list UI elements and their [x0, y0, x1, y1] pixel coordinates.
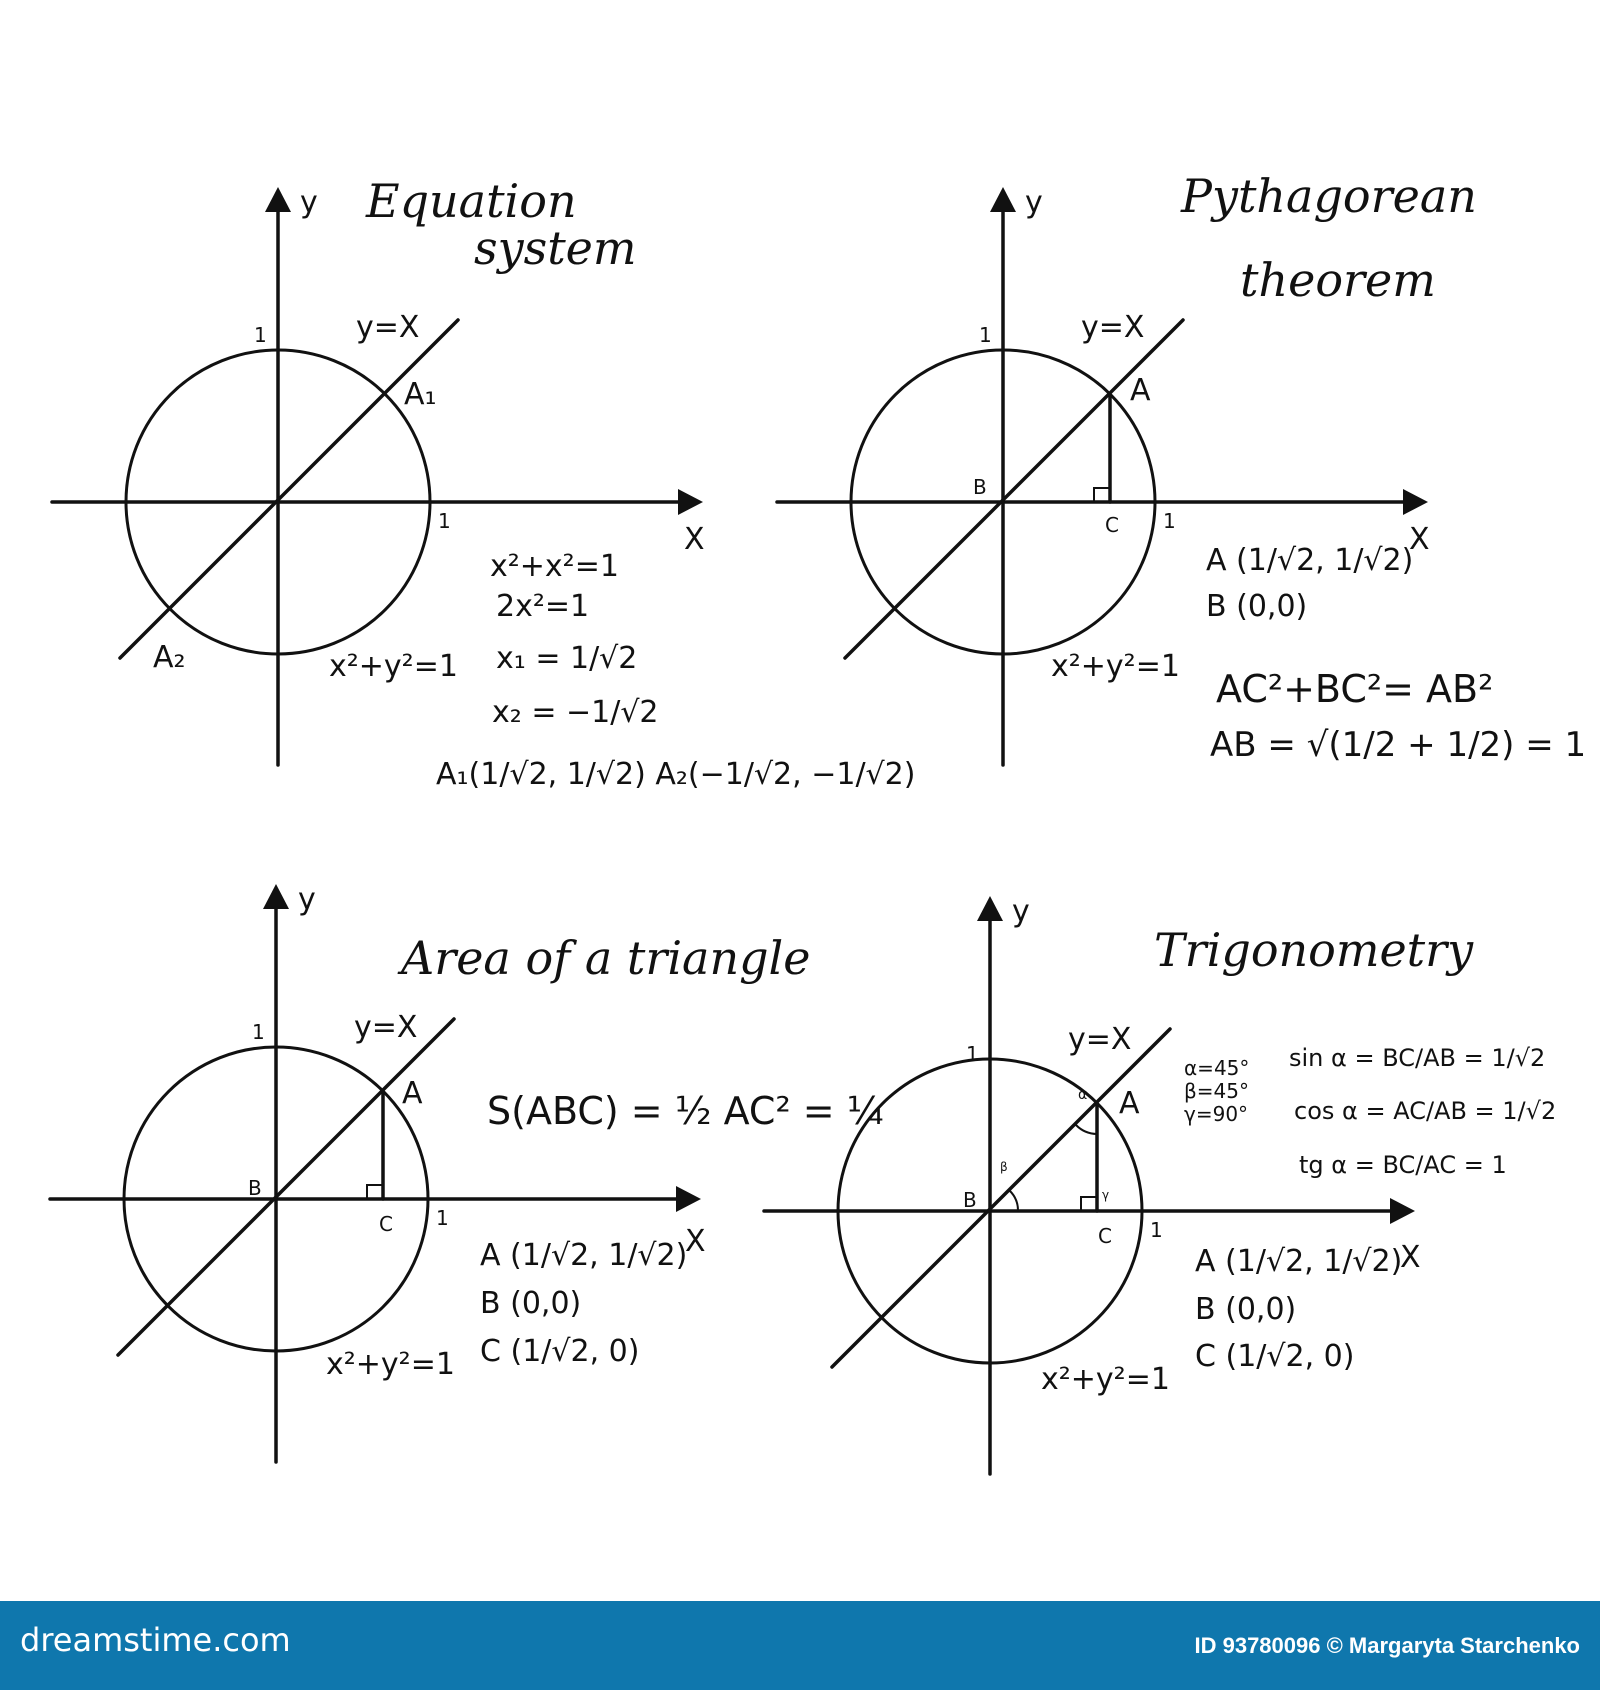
circle-equation: x²+y²=1 [1051, 649, 1180, 684]
angle-mark: γ [1102, 1188, 1110, 1202]
y-axis-label: y [300, 185, 318, 220]
formula: B (0,0) [1206, 589, 1308, 624]
tick-label: 1 [979, 323, 992, 347]
x-axis-label: X [685, 1224, 706, 1259]
line-label: y=X [354, 1010, 418, 1045]
brand-logo[interactable]: dreamstime.com [20, 1621, 291, 1659]
tick-label: 1 [436, 1206, 449, 1230]
formula: tg α = BC/AC = 1 [1299, 1151, 1507, 1179]
line-y-equals-x [845, 320, 1183, 658]
line-y-equals-x [832, 1029, 1170, 1367]
angle-mark: α [1078, 1087, 1088, 1103]
line-y-equals-x [120, 320, 458, 658]
formula: AB = √(1/2 + 1/2) = 1 [1210, 725, 1587, 765]
formula: 2x²=1 [496, 589, 590, 624]
right-angle-mark [1094, 488, 1110, 502]
panel-area-of-triangle [50, 882, 884, 1462]
x-axis-label: X [1400, 1240, 1421, 1275]
point-label: A [402, 1076, 423, 1111]
tick-label: 1 [438, 509, 451, 533]
panel-pythagorean-theorem [777, 169, 1586, 765]
formula: x₂ = −1/√2 [492, 695, 659, 730]
angle-value: β=45° [1184, 1079, 1249, 1103]
panel-equation-system [52, 174, 915, 792]
formula: C (1/√2, 0) [480, 1334, 640, 1369]
formula: AC²+BC²= AB² [1216, 667, 1494, 711]
y-axis-label: y [1025, 185, 1043, 220]
y-axis-label: y [1012, 894, 1030, 929]
tick-label: 1 [252, 1020, 265, 1044]
point-label: C [1105, 513, 1119, 537]
point-label: C [379, 1212, 393, 1236]
point-label: B [963, 1188, 977, 1212]
image-credit: ID 93780096 © Margaryta Starchenko [1194, 1633, 1580, 1658]
panel-trigonometry [764, 894, 1556, 1474]
tick-label: 1 [1163, 509, 1176, 533]
formula: B (0,0) [1195, 1292, 1297, 1327]
point-label: B [248, 1176, 262, 1200]
point-label: C [1098, 1224, 1112, 1248]
formula: A (1/√2, 1/√2) [1195, 1244, 1403, 1279]
angle-value: γ=90° [1184, 1102, 1249, 1126]
x-axis-label: X [684, 522, 705, 557]
y-axis-label: y [298, 882, 316, 917]
circle-equation: x²+y²=1 [1041, 1362, 1170, 1397]
point-label: A₁ [404, 377, 437, 412]
title: Pythagorean [1181, 169, 1477, 223]
line-label: y=X [356, 310, 420, 345]
title: theorem [1240, 253, 1436, 307]
angle-arc-alpha [1076, 1125, 1097, 1134]
formula: S(ABC) = ½ AC² = ¼ [487, 1089, 884, 1133]
y-axis-arrow [265, 187, 291, 212]
line-label: y=X [1081, 310, 1145, 345]
line-label: y=X [1068, 1022, 1132, 1057]
formula: cos α = AC/AB = 1/√2 [1294, 1097, 1557, 1125]
angle-value: α=45° [1184, 1056, 1250, 1080]
title: Trigonometry [1154, 923, 1474, 977]
right-angle-mark [367, 1185, 383, 1199]
formula: A₁(1/√2, 1/√2) A₂(−1/√2, −1/√2) [436, 757, 916, 792]
angle-arc-beta [1010, 1191, 1018, 1211]
point-label: A₂ [153, 640, 186, 675]
x-axis-arrow [1390, 1198, 1415, 1224]
line-y-equals-x [118, 1019, 454, 1355]
x-axis-label: X [1409, 522, 1430, 557]
point-label: A [1130, 373, 1151, 408]
formula: A (1/√2, 1/√2) [1206, 543, 1414, 578]
formula: x₁ = 1/√2 [496, 641, 638, 676]
formula: A (1/√2, 1/√2) [480, 1238, 688, 1273]
title: Area of a triangle [401, 931, 811, 985]
formula: sin α = BC/AB = 1/√2 [1289, 1044, 1546, 1072]
circle-equation: x²+y²=1 [326, 1347, 455, 1382]
angle-mark: β [1000, 1160, 1008, 1174]
tick-label: 1 [254, 323, 267, 347]
formula: x²+x²=1 [490, 549, 619, 584]
title: system [474, 221, 637, 275]
tick-label: 1 [1150, 1218, 1163, 1242]
title: Equation [366, 174, 577, 228]
y-axis-arrow [977, 896, 1003, 921]
point-label: A [1119, 1086, 1140, 1121]
x-axis-arrow [676, 1186, 701, 1212]
point-label: B [973, 475, 987, 499]
formula: B (0,0) [480, 1286, 582, 1321]
x-axis-arrow [678, 489, 703, 515]
y-axis-arrow [263, 884, 289, 909]
formula: C (1/√2, 0) [1195, 1339, 1355, 1374]
footer-bar [0, 1601, 1600, 1690]
right-angle-mark [1081, 1197, 1097, 1211]
x-axis-arrow [1403, 489, 1428, 515]
circle-equation: x²+y²=1 [329, 649, 458, 684]
tick-label: 1 [966, 1042, 979, 1066]
y-axis-arrow [990, 187, 1016, 212]
